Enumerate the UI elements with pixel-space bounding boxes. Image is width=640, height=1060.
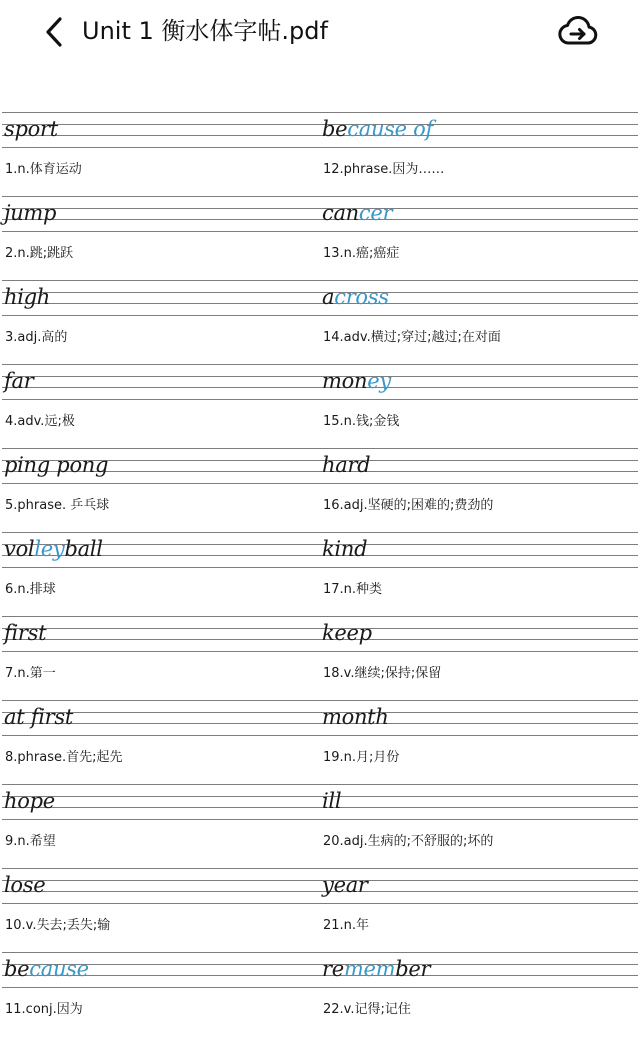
vocab-meaning: 6.n.排球 bbox=[5, 582, 56, 597]
vocab-meaning: 18.v.继续;保持;保留 bbox=[323, 666, 442, 681]
document-title: Unit 1 衡水体字帖.pdf bbox=[82, 17, 328, 45]
vocab-meaning: 16.adj.坚硬的;困难的;费劲的 bbox=[323, 498, 494, 513]
vocab-word bbox=[322, 872, 368, 898]
word-part: hard bbox=[322, 453, 371, 477]
vocab-meaning: 3.adj.高的 bbox=[5, 330, 68, 345]
vocab-entry-right bbox=[322, 950, 640, 1034]
vocab-entry-right bbox=[322, 362, 640, 446]
vocab-meaning: 22.v.记得;记住 bbox=[323, 1002, 411, 1017]
word-highlight-part: mem bbox=[343, 957, 396, 981]
vocab-word bbox=[4, 872, 45, 898]
word-highlight-part: cause of bbox=[347, 117, 433, 141]
vocab-row bbox=[0, 530, 640, 614]
word-highlight-part: ley bbox=[34, 537, 65, 561]
vocab-word bbox=[4, 116, 58, 142]
cloud-upload-icon bbox=[557, 12, 599, 50]
vocab-meaning: 4.adv.远;极 bbox=[5, 414, 75, 429]
word-part: be bbox=[322, 117, 348, 141]
vocab-entry-right bbox=[322, 698, 640, 782]
vocab-row bbox=[0, 782, 640, 866]
vocab-entry-left bbox=[4, 110, 322, 194]
vocab-word bbox=[322, 956, 430, 982]
vocab-meaning: 17.n.种类 bbox=[323, 582, 383, 597]
vocab-meaning: 14.adv.横过;穿过;越过;在对面 bbox=[323, 330, 501, 345]
vocab-meaning: 13.n.癌;癌症 bbox=[323, 246, 400, 261]
vocab-entry-left bbox=[4, 782, 322, 866]
vocab-entry-left bbox=[4, 446, 322, 530]
vocab-row bbox=[0, 698, 640, 782]
vocab-word bbox=[4, 536, 103, 562]
word-part: lose bbox=[4, 873, 46, 897]
vocab-word bbox=[322, 704, 389, 730]
word-highlight-part: cer bbox=[358, 201, 393, 225]
vocab-row bbox=[0, 614, 640, 698]
vocab-row bbox=[0, 194, 640, 278]
word-part: vol bbox=[4, 537, 35, 561]
word-part: jump bbox=[4, 201, 57, 225]
word-part: ping pong bbox=[4, 453, 109, 477]
vocab-word bbox=[322, 452, 370, 478]
word-part: ber bbox=[395, 957, 431, 981]
vocab-entry-right bbox=[322, 194, 640, 278]
vocab-row bbox=[0, 446, 640, 530]
vocab-entry-left bbox=[4, 194, 322, 278]
back-button[interactable] bbox=[38, 14, 72, 52]
vocab-entry-right bbox=[322, 530, 640, 614]
vocab-word bbox=[322, 536, 367, 562]
word-highlight-part: cause bbox=[29, 957, 89, 981]
vocab-word bbox=[322, 368, 391, 394]
word-part: high bbox=[4, 285, 51, 309]
vocab-meaning: 21.n.年 bbox=[323, 918, 370, 933]
vocab-row bbox=[0, 110, 640, 194]
vocab-entry-left bbox=[4, 278, 322, 362]
vocab-entry-right bbox=[322, 782, 640, 866]
word-highlight-part: cross bbox=[334, 285, 389, 309]
vocab-word bbox=[4, 704, 73, 730]
vocab-meaning: 10.v.失去;丢失;输 bbox=[5, 918, 111, 933]
vocab-entry-right bbox=[322, 278, 640, 362]
vocab-word bbox=[322, 620, 372, 646]
word-part: first bbox=[4, 621, 47, 645]
vocab-entry-right bbox=[322, 614, 640, 698]
vocab-word bbox=[4, 284, 50, 310]
word-part: month bbox=[322, 705, 389, 729]
vocab-entry-right bbox=[322, 866, 640, 950]
word-part: mon bbox=[322, 369, 368, 393]
word-part: keep bbox=[322, 621, 372, 645]
word-part: far bbox=[4, 369, 34, 393]
word-part: at first bbox=[4, 705, 73, 729]
vocab-meaning: 11.conj.因为 bbox=[5, 1002, 83, 1017]
word-part: hope bbox=[4, 789, 55, 813]
vocab-meaning: 2.n.跳;跳跃 bbox=[5, 246, 74, 261]
vocab-row bbox=[0, 866, 640, 950]
vocab-meaning: 8.phrase.首先;起先 bbox=[5, 750, 123, 765]
vocab-entry-left bbox=[4, 362, 322, 446]
word-part: ball bbox=[64, 537, 103, 561]
vocab-entry-left bbox=[4, 614, 322, 698]
cloud-upload-button[interactable] bbox=[557, 12, 599, 50]
vocab-word bbox=[4, 368, 33, 394]
word-part: a bbox=[322, 285, 335, 309]
vocab-word bbox=[4, 788, 55, 814]
vocab-row bbox=[0, 362, 640, 446]
vocab-meaning: 7.n.第一 bbox=[5, 666, 56, 681]
word-part: sport bbox=[4, 117, 58, 141]
vocab-word bbox=[4, 620, 46, 646]
vocab-entry-right bbox=[322, 446, 640, 530]
word-part: ill bbox=[322, 789, 342, 813]
vocab-word bbox=[4, 452, 108, 478]
vocab-meaning: 1.n.体育运动 bbox=[5, 162, 82, 177]
vocab-meaning: 12.phrase.因为…… bbox=[323, 162, 445, 177]
word-part: be bbox=[4, 957, 30, 981]
vocab-word bbox=[4, 956, 89, 982]
word-part: year bbox=[322, 873, 368, 897]
vocab-word bbox=[4, 200, 56, 226]
vocab-word bbox=[322, 200, 392, 226]
vocab-meaning: 15.n.钱;金钱 bbox=[323, 414, 400, 429]
vocab-entry-right bbox=[322, 110, 640, 194]
vocab-word bbox=[322, 284, 389, 310]
vocab-meaning: 20.adj.生病的;不舒服的;坏的 bbox=[323, 834, 494, 849]
word-part: can bbox=[322, 201, 359, 225]
vocab-entry-left bbox=[4, 866, 322, 950]
vocab-word bbox=[322, 788, 341, 814]
vocab-row bbox=[0, 950, 640, 1034]
vocab-meaning: 19.n.月;月份 bbox=[323, 750, 400, 765]
vocabulary-sheet bbox=[0, 110, 640, 1034]
word-part: re bbox=[322, 957, 344, 981]
vocab-entry-left bbox=[4, 530, 322, 614]
top-app-bar bbox=[0, 0, 640, 66]
vocab-entry-left bbox=[4, 950, 322, 1034]
vocab-meaning: 5.phrase. 乒乓球 bbox=[5, 498, 110, 513]
word-part: kind bbox=[322, 537, 368, 561]
word-highlight-part: ey bbox=[367, 369, 391, 393]
vocab-row bbox=[0, 278, 640, 362]
chevron-left-icon bbox=[38, 14, 72, 52]
vocab-meaning: 9.n.希望 bbox=[5, 834, 56, 849]
vocab-entry-left bbox=[4, 698, 322, 782]
vocab-word bbox=[322, 116, 433, 142]
